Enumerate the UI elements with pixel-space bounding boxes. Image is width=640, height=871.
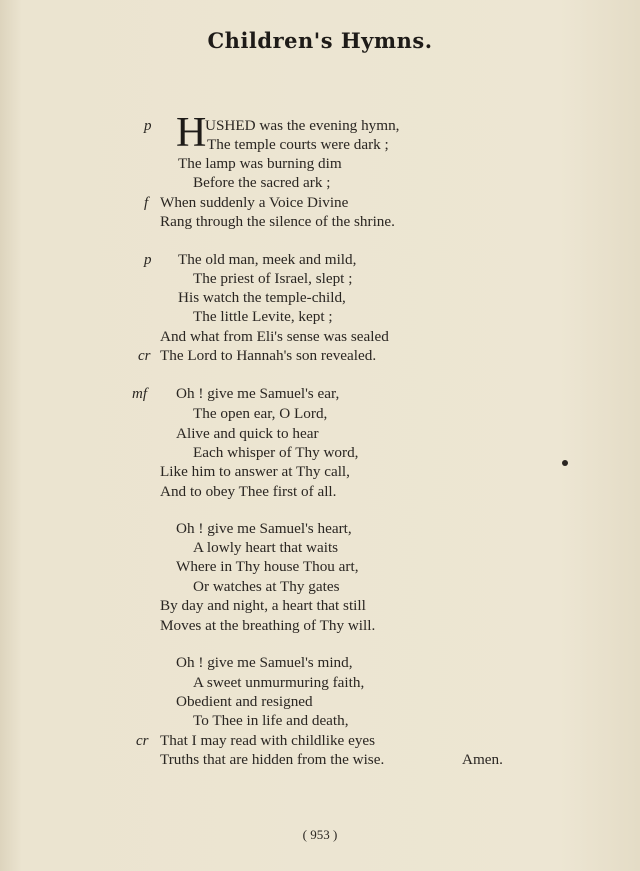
ink-dot (562, 460, 568, 466)
stanza-line: Rang through the silence of the shrine. (160, 213, 395, 230)
stanza-line: Oh ! give me Samuel's ear, (176, 385, 340, 402)
page-header: Children's Hymns. (207, 28, 433, 53)
dynamic-mark-p: p (144, 118, 152, 134)
dynamic-mark-mf: mf (132, 386, 147, 402)
stanza-line: Moves at the breathing of Thy will. (160, 617, 376, 634)
stanza-line: Before the sacred ark ; (193, 174, 331, 191)
dynamic-mark-p: p (144, 252, 152, 268)
dynamic-mark-cr: cr (138, 348, 151, 364)
stanza-line: Or watches at Thy gates (193, 578, 340, 595)
stanza-line: Obedient and resigned (176, 693, 313, 710)
stanza-line: Oh ! give me Samuel's mind, (176, 654, 353, 671)
stanza-line: Truths that are hidden from the wise. (160, 751, 385, 768)
amen-text: Amen. (462, 751, 503, 768)
drop-cap: H (176, 110, 207, 156)
stanza-line: Alive and quick to hear (176, 425, 319, 442)
stanza-line: And what from Eli's sense was sealed (160, 328, 389, 345)
stanza-line: A lowly heart that waits (193, 539, 339, 556)
stanza-line: Oh ! give me Samuel's heart, (176, 520, 352, 537)
stanza-line: The priest of Israel, slept ; (193, 270, 353, 287)
dynamic-mark-cr: cr (136, 733, 149, 749)
stanza-line: The old man, meek and mild, (178, 251, 357, 268)
stanza-line: USHED was the evening hymn, (205, 117, 400, 134)
stanza-line: And to obey Thee first of all. (160, 483, 337, 500)
stanza-line: A sweet unmurmuring faith, (193, 674, 365, 691)
stanza-line: The open ear, O Lord, (193, 405, 328, 422)
stanza-line: Where in Thy house Thou art, (176, 558, 359, 575)
stanza-line: The lamp was burning dim (178, 155, 342, 172)
page-number: ( 953 ) (302, 827, 338, 842)
stanza-line: Like him to answer at Thy call, (160, 463, 350, 480)
stanza-line: Each whisper of Thy word, (193, 444, 359, 461)
stanza-line: That I may read with childlike eyes (160, 732, 376, 749)
dynamic-mark-f: f (144, 195, 149, 211)
stanza-line: The little Levite, kept ; (193, 308, 333, 325)
stanza-line: His watch the temple-child, (178, 289, 346, 306)
stanza-line: When suddenly a Voice Divine (160, 194, 349, 211)
stanza-line: The Lord to Hannah's son revealed. (160, 347, 377, 364)
stanza-line: By day and night, a heart that still (160, 597, 366, 614)
stanza-line: To Thee in life and death, (193, 712, 349, 729)
stanza-line: The temple courts were dark ; (207, 136, 389, 153)
